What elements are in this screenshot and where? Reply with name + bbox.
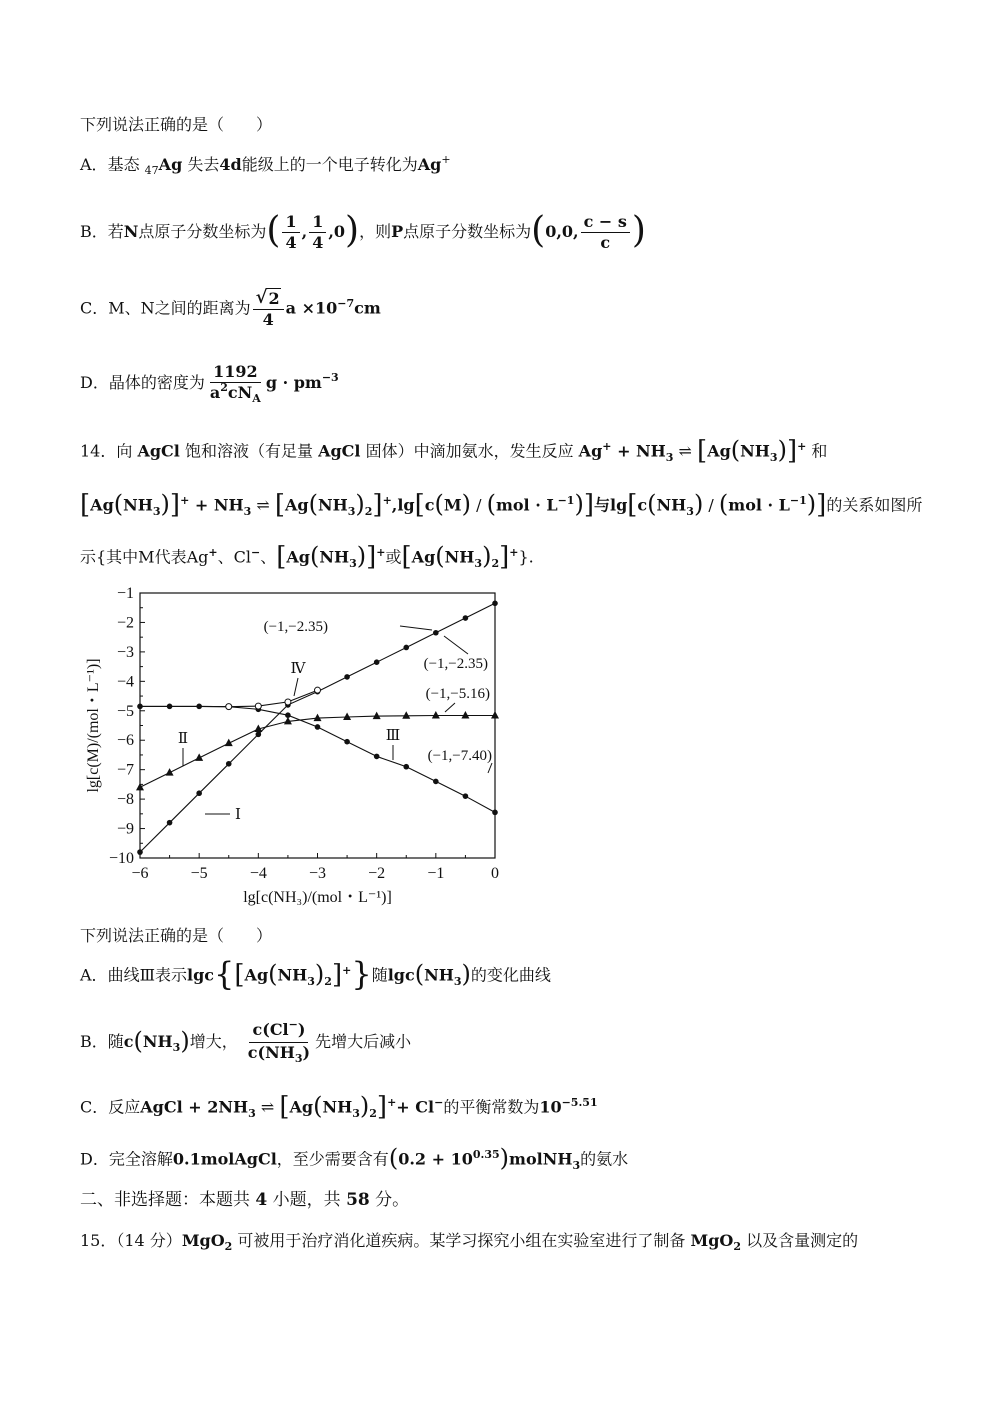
data-point xyxy=(344,739,350,745)
data-point xyxy=(403,764,409,770)
y-tick-label: −1 xyxy=(116,585,134,602)
q14-prompt: 下列说法正确的是（ ） xyxy=(80,926,273,945)
section-2-heading: 二、非选择题：本题共 4 小题，共 58 分。 xyxy=(80,1190,410,1210)
q14-line-1: 14．向 AgCl 饱和溶液（有足量 AgCl 固体）中滴加氨水，发生反应 $Ag^+ + NH_3$ ⇌ $[Ag(NH_3)]^+$ 和 xyxy=(80,436,828,466)
data-point-open xyxy=(285,699,291,705)
x-tick-label: 0 xyxy=(491,865,499,882)
point-annotation: (−1,−7.40) xyxy=(427,748,492,764)
y-axis-label: lg[c(M)/(mol・L⁻¹)] xyxy=(85,658,102,793)
annotation-arrow xyxy=(400,626,432,630)
x-tick-label: −5 xyxy=(190,865,208,882)
option-label: A． xyxy=(80,155,108,174)
data-point-triangle xyxy=(314,714,322,722)
data-point-triangle xyxy=(343,712,351,720)
x-tick-label: −3 xyxy=(308,865,327,882)
data-point xyxy=(374,659,380,665)
point-n: N xyxy=(123,222,139,241)
q14-option-d: D．完全溶解0.1molAgCl，至少需要含有$(0.2 + 10^{0.35})molNH_3$的氨水 xyxy=(80,1144,629,1172)
q14-line-2: $[Ag(NH_3)]^+ + NH_3$ ⇌ $[Ag(NH_3)_2]^+,\lg[c(M) / (mol \cdot L^{-1})]$与$\lg[c(NH_3) / (mol \cdot L^{-1})]$的关系如图所 xyxy=(80,490,923,520)
y-tick-label: −6 xyxy=(116,732,134,750)
curve-label: Ⅳ xyxy=(290,661,306,677)
data-point xyxy=(403,645,409,651)
fraction: $\frac{c - s}{c}$ xyxy=(581,212,630,253)
data-point xyxy=(463,793,469,799)
data-point xyxy=(315,724,321,730)
curve-label-arrow xyxy=(294,678,298,696)
text: 点原子分数坐标为 xyxy=(403,222,532,241)
curve-label: Ⅰ xyxy=(235,807,241,823)
ion: Ag xyxy=(417,155,442,174)
point-annotation: (−1,−2.35) xyxy=(263,619,328,635)
option-label: D． xyxy=(80,373,109,392)
y-tick-label: −3 xyxy=(116,643,134,661)
q14-option-a: A．曲线Ⅲ表示$\lg c\{[Ag(NH_3)_2]^+\}$随$\lg c(NH_3)$的变化曲线 xyxy=(80,955,551,993)
y-tick-label: −7 xyxy=(116,761,134,779)
data-point-triangle xyxy=(166,768,174,776)
q14-option-b: B．随$c(NH_3)$增大， $\frac{c(Cl^-)}{c(NH_3)}$ 先增大后减小 xyxy=(80,1018,412,1065)
annotation-arrow xyxy=(444,636,468,654)
data-point-triangle xyxy=(402,711,410,719)
fraction: $\frac{1}{4}$ xyxy=(282,212,299,253)
data-point xyxy=(167,820,173,826)
data-point xyxy=(344,674,350,680)
fraction: $\frac{c(Cl^-)}{c(NH_3)}$ xyxy=(247,1018,311,1065)
x-tick-label: −4 xyxy=(249,865,267,882)
x-axis-label: lg[c(NH₃)/(mol・L⁻¹)] xyxy=(243,889,392,906)
data-point xyxy=(433,779,439,785)
option-label: C． xyxy=(80,298,109,318)
q13-option-a xyxy=(80,154,451,178)
atomic-number: 47 xyxy=(144,164,159,177)
y-tick-label: −10 xyxy=(108,850,134,867)
text: 基态 xyxy=(107,155,140,174)
data-point xyxy=(374,754,380,760)
q15-line-1: 15．（14 分）MgO$_2$ 可被用于治疗消化道疾病。某学习探究小组在实验室进行了制备 MgO$_2$ 以及含量测定的 xyxy=(80,1231,859,1253)
point-annotation: (−1,−5.16) xyxy=(425,686,490,702)
orbital: 4d xyxy=(219,155,242,174)
text: 晶体的密度为 xyxy=(108,373,205,392)
data-point-triangle xyxy=(432,711,440,719)
q13-option-c: C．M、N之间的距离为 √ 2 4 $a \times 10^{-7}cm$ xyxy=(80,287,381,329)
annotation-arrow xyxy=(488,763,492,773)
data-point-open xyxy=(315,687,321,693)
data-point-triangle xyxy=(491,711,499,719)
charge: + xyxy=(441,153,451,166)
text: 失去 xyxy=(187,155,220,174)
fraction: √ 2 4 xyxy=(253,288,284,330)
text: 点原子分数坐标为 xyxy=(138,222,267,241)
q13-option-b: B．若N点原子分数坐标为( $\frac{1}{4}$ , $\frac{1}{4}$ ,0)，则P点原子分数坐标为(0,0, $\frac{c - s}{c}$ ) xyxy=(80,209,646,252)
q14-option-c: C．反应AgCl + $2NH_3$ ⇌ $[Ag(NH_3)_2]^++ Cl^-$的平衡常数为$10^{-5.51}$ xyxy=(80,1092,598,1122)
x-tick-label: −6 xyxy=(131,865,149,882)
data-point xyxy=(492,810,498,816)
data-point xyxy=(463,615,469,621)
x-tick-label: −2 xyxy=(368,865,386,882)
data-point xyxy=(137,849,143,855)
data-point xyxy=(492,601,498,607)
data-point-open xyxy=(226,704,232,710)
chart-annotations xyxy=(178,619,492,823)
data-point-triangle xyxy=(461,711,469,719)
annotation-arrow xyxy=(445,703,455,712)
y-tick-label: −2 xyxy=(116,614,134,632)
option-label: B． xyxy=(80,222,108,241)
text: M、N之间的距离为 xyxy=(108,298,251,318)
text: 能级上的一个电子转化为 xyxy=(241,155,418,174)
text: 若 xyxy=(107,222,124,241)
data-point xyxy=(433,630,439,636)
q13-option-d: D．晶体的密度为 $\frac{1192}{a^2cN_A}$ $g \cdot pm^{-3}$ xyxy=(80,362,339,405)
y-tick-label: −8 xyxy=(116,791,134,809)
element-symbol: Ag xyxy=(158,155,183,174)
chart-series xyxy=(136,601,499,855)
fraction: $\frac{1192}{a^2cN_A}$ xyxy=(209,362,261,405)
y-tick-label: −5 xyxy=(116,702,134,720)
y-tick-label: −9 xyxy=(116,820,134,838)
curve-label: Ⅱ xyxy=(177,731,189,747)
curve-label: Ⅲ xyxy=(385,728,401,744)
y-tick-label: −4 xyxy=(116,673,134,691)
data-point xyxy=(226,761,232,767)
data-point-open xyxy=(255,703,261,709)
q14-line-3: 示{其中M代表Ag+、Cl−、$[Ag(NH_3)]^+$或$[Ag(NH_3)_2]^+$}. xyxy=(80,542,534,572)
text: ，则 xyxy=(359,222,392,241)
point-annotation: (−1,−2.35) xyxy=(423,656,488,672)
point-p: P xyxy=(391,222,404,241)
q13-prompt: 下列说法正确的是（ ） xyxy=(80,115,273,134)
x-tick-label: −1 xyxy=(427,865,445,882)
data-point-triangle xyxy=(373,712,381,720)
solubility-chart xyxy=(80,578,510,918)
fraction: $\frac{1}{4}$ xyxy=(309,212,326,253)
data-point xyxy=(256,732,262,738)
data-point xyxy=(196,790,202,796)
data-point xyxy=(285,712,291,718)
